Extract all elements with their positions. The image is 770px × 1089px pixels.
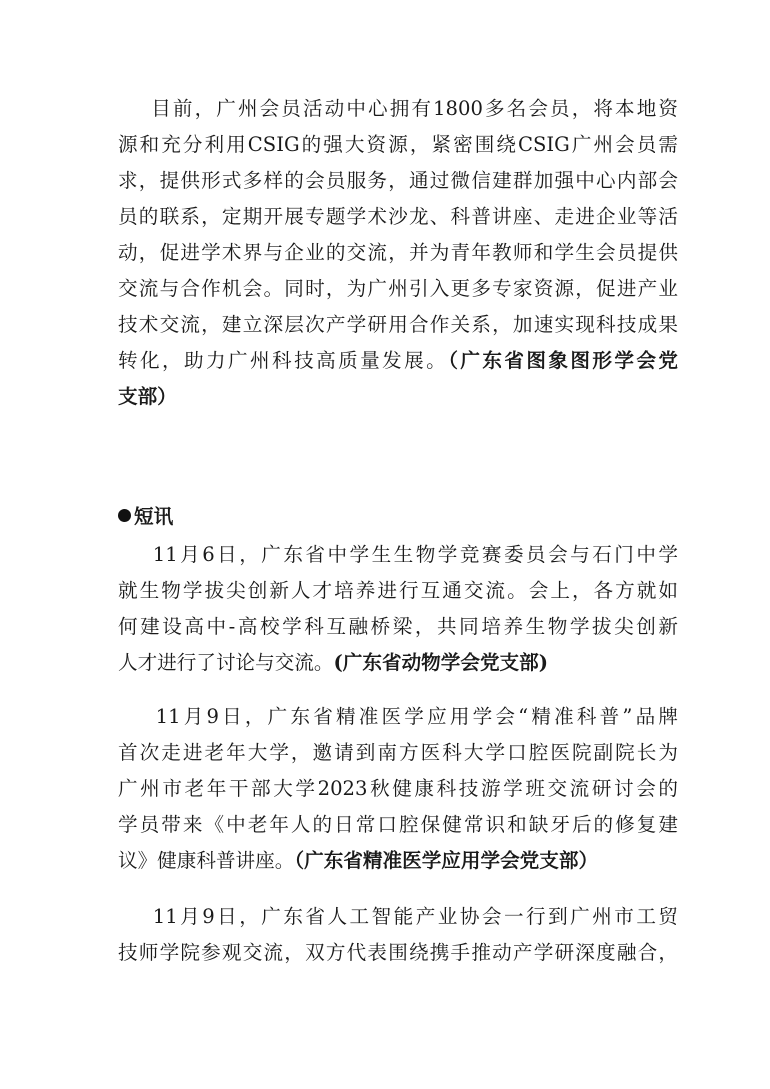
text-line: 员的联系，定期开展专题学术沙龙、科普讲座、走进企业等活 xyxy=(118,205,678,228)
text-segment: 转化，助力广州科技高质量发展。 xyxy=(118,349,449,372)
section-heading-label: 短讯 xyxy=(134,505,174,528)
text-line-with-source xyxy=(118,645,678,681)
text-segment: 议》健康科普讲座。 xyxy=(118,849,295,872)
text-line: 技师学院参观交流，双方代表围绕携手推动产学研深度融合， xyxy=(118,941,678,964)
text-line-with-source xyxy=(118,343,678,379)
source-attribution: （广东省图象图形学会党 xyxy=(448,349,678,372)
news-item xyxy=(118,537,678,681)
section-heading xyxy=(118,499,173,535)
text-segment: 人才进行了讨论与交流。 xyxy=(118,651,334,674)
source-attribution: （广东省精准医学应用学会党支部） xyxy=(294,849,599,872)
text-line: 广州市老年干部大学2023秋健康科技游学班交流研讨会的 xyxy=(118,777,678,800)
text-line: 首次走进老年大学，邀请到南方医科大学口腔医院副院长为 xyxy=(118,741,678,764)
bullet-icon xyxy=(118,509,131,522)
text-line: 目前，广州会员活动中心拥有1800多名会员，将本地资 xyxy=(118,97,678,120)
news-item xyxy=(118,899,678,971)
source-attribution: (广东省动物学会党支部) xyxy=(333,651,549,674)
text-line: 就生物学拔尖创新人才培养进行互通交流。会上，各方就如 xyxy=(118,579,678,602)
text-line: 技术交流，建立深层次产学研用合作关系，加速实现科技成果 xyxy=(118,313,678,336)
text-line: 11月9日，广东省人工智能产业协会一行到广州市工贸 xyxy=(118,905,678,928)
text-line: 动，促进学术界与企业的交流，并为青年教师和学生会员提供 xyxy=(118,241,678,264)
text-line: 交流与合作机会。同时，为广州引入更多专家资源，促进产业 xyxy=(118,277,678,300)
text-line: 源和充分利用CSIG的强大资源，紧密围绕CSIG广州会员需 xyxy=(118,133,678,156)
text-line: 11月6日，广东省中学生生物学竞赛委员会与石门中学 xyxy=(118,543,678,566)
text-line: 何建设高中-高校学科互融桥梁，共同培养生物学拔尖创新 xyxy=(118,615,678,638)
source-attribution-continued: 支部） xyxy=(118,385,177,408)
text-line: 求，提供形式多样的会员服务，通过微信建群加强中心内部会 xyxy=(118,169,678,192)
intro-paragraph xyxy=(118,91,678,415)
text-line: 学员带来《中老年人的日常口腔保健常识和缺牙后的修复建 xyxy=(118,813,678,836)
text-line: 11月9日，广东省精准医学应用学会“精准科普”品牌 xyxy=(118,705,678,728)
news-item xyxy=(118,699,678,879)
text-line-with-source xyxy=(118,843,678,879)
